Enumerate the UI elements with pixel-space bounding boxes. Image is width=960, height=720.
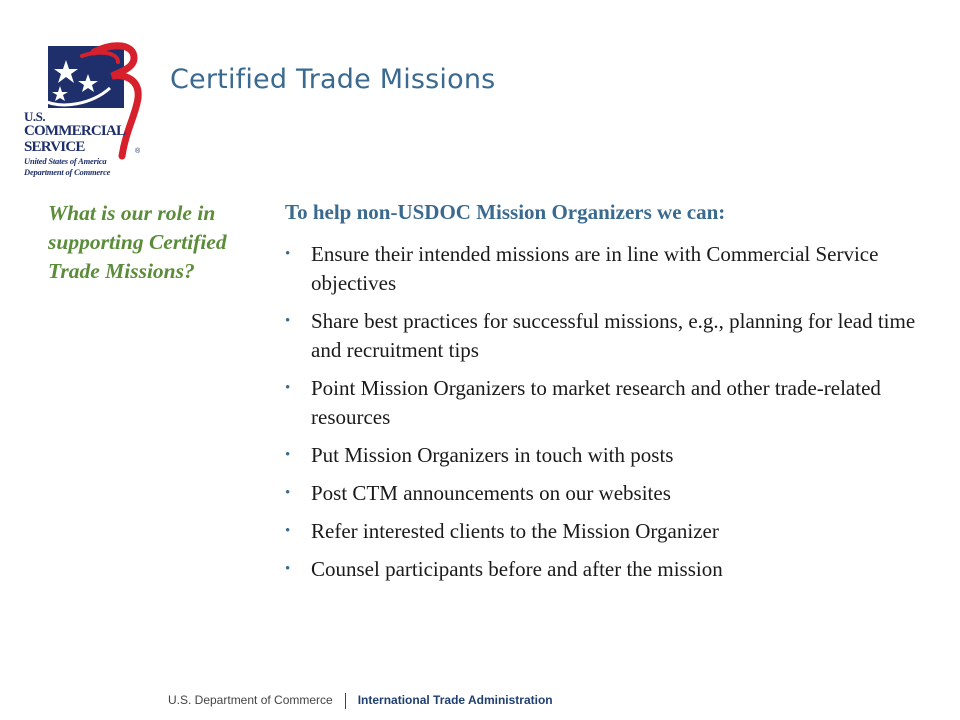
logo-usa: United States of America — [24, 156, 107, 166]
bullet-item — [285, 555, 925, 584]
bullet-text: Refer interested clients to the Mission Organizer — [311, 519, 719, 543]
bullet-dot-icon: • — [285, 561, 291, 577]
bullet-text: Ensure their intended missions are in line with Commercial Service objectives — [311, 242, 879, 295]
bullet-dot-icon: • — [285, 246, 291, 262]
bullet-dot-icon: • — [285, 313, 291, 329]
content-heading: To help non-USDOC Mission Organizers we can: — [285, 200, 726, 224]
footer-separator — [345, 693, 346, 709]
bullet-dot-icon: • — [285, 380, 291, 396]
bullet-item — [285, 240, 925, 298]
logo-us: U.S. — [24, 109, 46, 124]
footer — [168, 693, 553, 709]
logo-service: SERVICE — [24, 139, 85, 155]
logo-commercial: COMMERCIAL — [24, 123, 126, 139]
us-commercial-service-logo — [22, 38, 150, 177]
bullet-text: Post CTM announcements on our websites — [311, 481, 671, 505]
sidebar-question: What is our role in supporting Certified Trade Missions? — [48, 201, 227, 283]
bullet-dot-icon: • — [285, 485, 291, 501]
slide-title: Certified Trade Missions — [170, 64, 496, 95]
bullet-text: Share best practices for successful missions, e.g., planning for lead time and recruitment tips — [311, 309, 916, 362]
registered-mark: ® — [135, 148, 141, 155]
footer-department: U.S. Department of Commerce — [168, 693, 333, 708]
bullet-text: Put Mission Organizers in touch with posts — [311, 443, 674, 467]
bullet-dot-icon: • — [285, 523, 291, 539]
bullet-list — [285, 240, 925, 593]
bullet-text: Point Mission Organizers to market research and other trade-related resources — [311, 376, 881, 429]
bullet-item — [285, 479, 925, 508]
bullet-item — [285, 441, 925, 470]
bullet-item — [285, 307, 925, 365]
logo-text — [24, 110, 125, 176]
bullet-dot-icon: • — [285, 447, 291, 463]
logo-doc: Department of Commerce — [24, 166, 111, 177]
bullet-text: Counsel participants before and after the mission — [311, 557, 723, 581]
bullet-item — [285, 517, 925, 546]
bullet-item — [285, 374, 925, 432]
footer-ita: International Trade Administration — [357, 693, 553, 708]
